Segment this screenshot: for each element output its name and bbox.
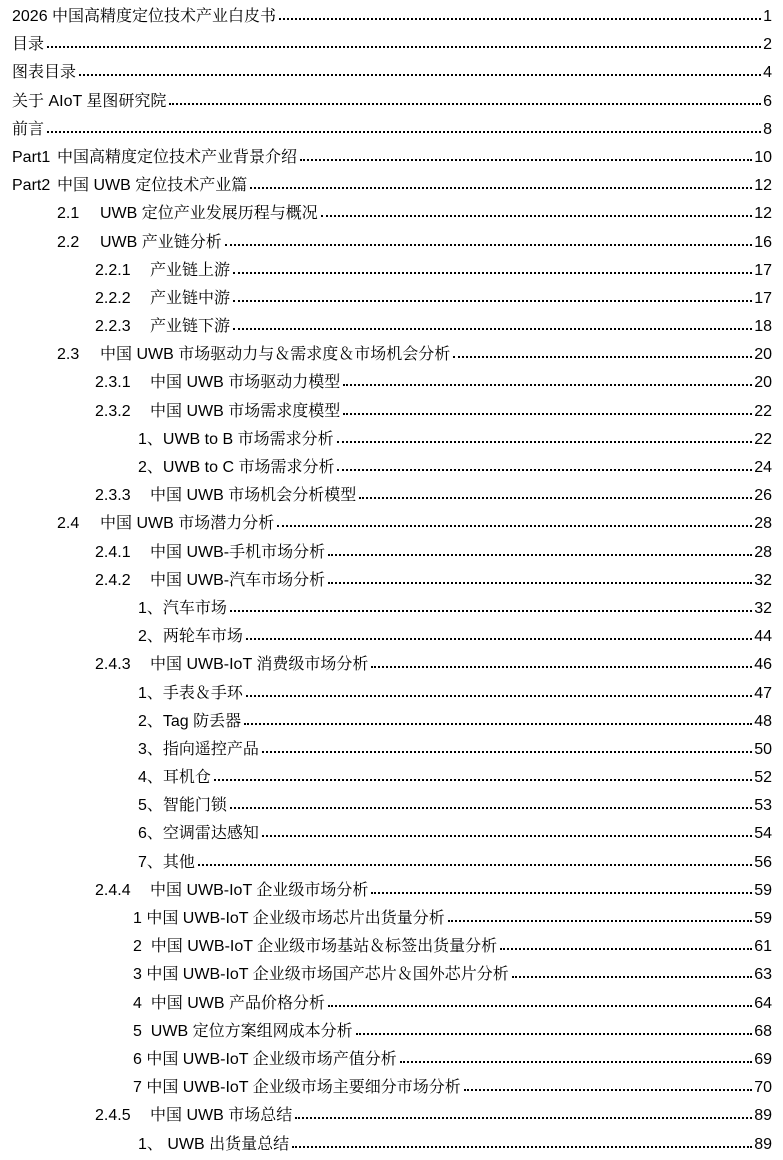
dotted-leader <box>356 1033 753 1035</box>
dotted-leader <box>328 1005 752 1007</box>
toc-entry-title: 关于 AIoT 星图研究院 <box>12 92 167 110</box>
toc-entry-page-number: 52 <box>754 769 772 787</box>
toc-entry-page-number: 48 <box>754 712 772 730</box>
dotted-leader <box>230 807 752 809</box>
toc-entry <box>12 454 772 482</box>
dotted-leader <box>453 356 752 358</box>
toc-entry <box>12 1131 772 1159</box>
dotted-leader <box>328 582 752 584</box>
dotted-leader <box>233 300 752 302</box>
toc-entry-page-number: 28 <box>754 543 772 561</box>
toc-entry <box>12 285 772 313</box>
dotted-leader <box>262 835 752 837</box>
toc-entry-page-number: 32 <box>754 599 772 617</box>
toc-entry-page-number: 70 <box>754 1079 772 1097</box>
toc-entry-page-number: 6 <box>763 92 772 110</box>
toc-entry-number: 2.3.2 <box>95 402 131 420</box>
toc-entry <box>12 905 772 933</box>
toc-entry <box>12 3 772 31</box>
dotted-leader <box>359 497 752 499</box>
toc-entry-title: 中国 UWB-手机市场分析 <box>150 543 326 561</box>
dotted-leader <box>246 638 752 640</box>
toc-entry-page-number: 53 <box>754 797 772 815</box>
toc-entry <box>12 736 772 764</box>
toc-entry-title: UWB 产业链分析 <box>100 233 222 251</box>
dotted-leader <box>321 215 752 217</box>
toc-entry-title: 中国 UWB 市场需求度模型 <box>150 402 341 420</box>
toc-entry-page-number: 56 <box>754 853 772 871</box>
toc-entry <box>12 313 772 341</box>
toc-entry <box>12 764 772 792</box>
dotted-leader <box>448 920 752 922</box>
toc-entry <box>12 990 772 1018</box>
toc-entry-title: 前言 <box>12 120 45 138</box>
dotted-leader <box>464 1089 752 1091</box>
dotted-leader <box>300 159 752 161</box>
toc-entry-page-number: 44 <box>754 628 772 646</box>
toc-entry-page-number: 12 <box>754 177 772 195</box>
toc-entry-number: Part2 <box>12 177 51 195</box>
toc-entry <box>12 426 772 454</box>
toc-entry-number: 2.4.1 <box>95 543 131 561</box>
dotted-leader <box>246 695 752 697</box>
toc-entry-page-number: 1 <box>763 8 772 25</box>
toc-entry-title: UWB 定位产业发展历程与概况 <box>100 205 318 223</box>
toc-entry <box>12 510 772 538</box>
toc-entry-page-number: 22 <box>754 430 772 448</box>
toc-entry-title: 中国 UWB 市场驱动力与＆需求度＆市场机会分析 <box>100 346 451 364</box>
toc-entry-title: 1 中国 UWB-IoT 企业级市场芯片出货量分析 <box>133 910 445 927</box>
toc-entry <box>12 1102 772 1130</box>
toc-entry-page-number: 59 <box>754 910 772 927</box>
toc-entry <box>12 849 772 877</box>
dotted-leader <box>512 976 752 978</box>
dotted-leader <box>244 723 752 725</box>
toc-entry-page-number: 22 <box>754 402 772 420</box>
toc-entry-page-number: 69 <box>754 1050 772 1068</box>
toc-entry-title: 1、手表＆手环 <box>138 684 243 702</box>
toc-entry-page-number: 20 <box>754 374 772 392</box>
toc-entry-number: 2.4.5 <box>95 1107 131 1125</box>
toc-entry-title: 中国 UWB 市场机会分析模型 <box>150 487 357 505</box>
toc-entry-title: 6 中国 UWB-IoT 企业级市场产值分析 <box>133 1050 397 1068</box>
toc-entry <box>12 651 772 679</box>
toc-entry-page-number: 12 <box>754 205 772 223</box>
dotted-leader <box>233 272 752 274</box>
toc-entry-number: 2.4 <box>57 515 80 533</box>
toc-entry-title: 4 中国 UWB 产品价格分析 <box>133 994 326 1012</box>
toc-entry <box>12 369 772 397</box>
toc-entry-title: 图表目录 <box>12 64 77 82</box>
toc-entry-number: Part1 <box>12 148 51 166</box>
toc-entry-title: 7、其他 <box>138 853 195 871</box>
toc-entry-title: 6、空调雷达感知 <box>138 825 259 843</box>
dotted-leader <box>250 187 752 189</box>
toc-entry-page-number: 28 <box>754 515 772 533</box>
dotted-leader <box>371 666 752 668</box>
toc-list <box>12 3 772 1159</box>
toc-entry-page-number: 16 <box>754 233 772 251</box>
toc-entry-title: 2、Tag 防丢器 <box>138 712 242 730</box>
toc-entry <box>12 200 772 228</box>
toc-entry <box>12 820 772 848</box>
dotted-leader <box>295 1117 752 1119</box>
dotted-leader <box>262 751 752 753</box>
toc-entry-title: 中国 UWB-汽车市场分析 <box>150 571 326 589</box>
toc-entry <box>12 961 772 989</box>
toc-entry <box>12 708 772 736</box>
dotted-leader <box>225 244 752 246</box>
toc-entry-page-number: 63 <box>754 966 772 984</box>
toc-entry-number: 2.3 <box>57 346 80 364</box>
toc-entry-title: 中国 UWB-IoT 企业级市场分析 <box>150 881 369 899</box>
toc-entry-number: 2.4.4 <box>95 881 131 899</box>
toc-entry-page-number: 47 <box>754 684 772 702</box>
toc-entry-number: 2.4.3 <box>95 656 131 674</box>
toc-entry-page-number: 46 <box>754 656 772 674</box>
toc-entry <box>12 680 772 708</box>
toc-entry-title: 1、汽车市场 <box>138 599 227 617</box>
toc-entry-page-number: 59 <box>754 881 772 899</box>
toc-entry <box>12 1018 772 1046</box>
toc-entry-number: 2.2.2 <box>95 289 131 307</box>
toc-entry-title: 2 中国 UWB-IoT 企业级市场基站＆标签出货量分析 <box>133 938 498 956</box>
toc-entry-title: 产业链上游 <box>150 261 231 279</box>
toc-entry-number: 2.2.3 <box>95 318 131 336</box>
toc-entry-number: 2.2.1 <box>95 261 131 279</box>
toc-entry-title: 1、 UWB 出货量总结 <box>138 1135 290 1153</box>
toc-entry-title: 3 中国 UWB-IoT 企业级市场国产芯片＆国外芯片分析 <box>133 966 509 984</box>
toc-entry-page-number: 89 <box>754 1135 772 1153</box>
toc-entry <box>12 116 772 144</box>
dotted-leader <box>214 779 752 781</box>
dotted-leader <box>500 948 752 950</box>
toc-entry-page-number: 89 <box>754 1107 772 1125</box>
toc-entry <box>12 792 772 820</box>
toc-entry-page-number: 32 <box>754 571 772 589</box>
toc-entry-title: 中国 UWB 定位技术产业篇 <box>57 177 248 195</box>
toc-entry-page-number: 54 <box>754 825 772 843</box>
toc-entry <box>12 877 772 905</box>
toc-entry <box>12 567 772 595</box>
toc-entry-title: 3、指向遥控产品 <box>138 740 259 758</box>
toc-entry-page-number: 17 <box>754 261 772 279</box>
dotted-leader <box>230 610 752 612</box>
dotted-leader <box>337 441 753 443</box>
dotted-leader <box>279 18 761 20</box>
toc-entry-page-number: 24 <box>754 459 772 476</box>
toc-entry-title: 中国 UWB 市场潜力分析 <box>100 515 275 533</box>
dotted-leader <box>47 46 761 48</box>
toc-entry <box>12 398 772 426</box>
dotted-leader <box>371 892 752 894</box>
toc-entry <box>12 144 772 172</box>
dotted-leader <box>400 1061 752 1063</box>
toc-entry-number: 2.1 <box>57 205 80 223</box>
toc-entry <box>12 1046 772 1074</box>
dotted-leader <box>233 328 752 330</box>
toc-entry-title: 2、两轮车市场 <box>138 628 243 646</box>
toc-entry <box>12 539 772 567</box>
toc-entry-page-number: 4 <box>763 64 772 82</box>
toc-entry-title: 中国 UWB-IoT 消费级市场分析 <box>150 656 369 674</box>
toc-entry <box>12 88 772 116</box>
toc-entry-title: 中国 UWB 市场总结 <box>150 1107 293 1125</box>
toc-entry-number: 2.4.2 <box>95 571 131 589</box>
dotted-leader <box>169 103 761 105</box>
toc-entry <box>12 31 772 59</box>
toc-entry <box>12 257 772 285</box>
toc-entry-title: 产业链下游 <box>150 318 231 336</box>
toc-entry <box>12 933 772 961</box>
toc-entry <box>12 482 772 510</box>
dotted-leader <box>47 131 761 133</box>
toc-entry <box>12 59 772 87</box>
toc-entry <box>12 341 772 369</box>
toc-entry <box>12 623 772 651</box>
toc-entry-page-number: 2 <box>763 36 772 54</box>
toc-entry <box>12 595 772 623</box>
dotted-leader <box>198 864 752 866</box>
toc-entry-page-number: 10 <box>754 148 772 166</box>
toc-entry-number: 2.3.3 <box>95 487 131 505</box>
toc-entry-title: 4、耳机仓 <box>138 769 211 787</box>
toc-entry-title: 5 UWB 定位方案组网成本分析 <box>133 1022 353 1040</box>
toc-entry-title: 2026 中国高精度定位技术产业白皮书 <box>12 8 277 25</box>
toc-entry <box>12 229 772 257</box>
toc-entry-page-number: 64 <box>754 994 772 1012</box>
dotted-leader <box>343 384 752 386</box>
dotted-leader <box>292 1146 752 1148</box>
toc-entry-title: 1、UWB to B 市场需求分析 <box>138 430 334 448</box>
toc-entry-number: 2.2 <box>57 233 80 251</box>
toc-entry-title: 中国高精度定位技术产业背景介绍 <box>57 148 298 166</box>
toc-entry-title: 2、UWB to C 市场需求分析 <box>138 459 335 476</box>
toc-entry-page-number: 17 <box>754 289 772 307</box>
toc-entry-title: 产业链中游 <box>150 289 231 307</box>
toc-entry-page-number: 68 <box>754 1022 772 1040</box>
toc-entry-number: 2.3.1 <box>95 374 131 392</box>
dotted-leader <box>343 413 752 415</box>
toc-entry <box>12 172 772 200</box>
toc-entry-page-number: 26 <box>754 487 772 505</box>
toc-entry-page-number: 8 <box>763 120 772 138</box>
dotted-leader <box>79 74 761 76</box>
toc-entry-title: 目录 <box>12 36 45 54</box>
dotted-leader <box>337 469 752 471</box>
toc-entry-title: 中国 UWB 市场驱动力模型 <box>150 374 341 392</box>
toc-entry-page-number: 20 <box>754 346 772 364</box>
dotted-leader <box>277 525 752 527</box>
toc-entry-title: 7 中国 UWB-IoT 企业级市场主要细分市场分析 <box>133 1079 461 1097</box>
toc-entry <box>12 1074 772 1102</box>
toc-entry-page-number: 18 <box>754 318 772 336</box>
toc-entry-page-number: 61 <box>754 938 772 956</box>
dotted-leader <box>328 554 752 556</box>
toc-entry-page-number: 50 <box>754 740 772 758</box>
toc-entry-title: 5、智能门锁 <box>138 797 227 815</box>
